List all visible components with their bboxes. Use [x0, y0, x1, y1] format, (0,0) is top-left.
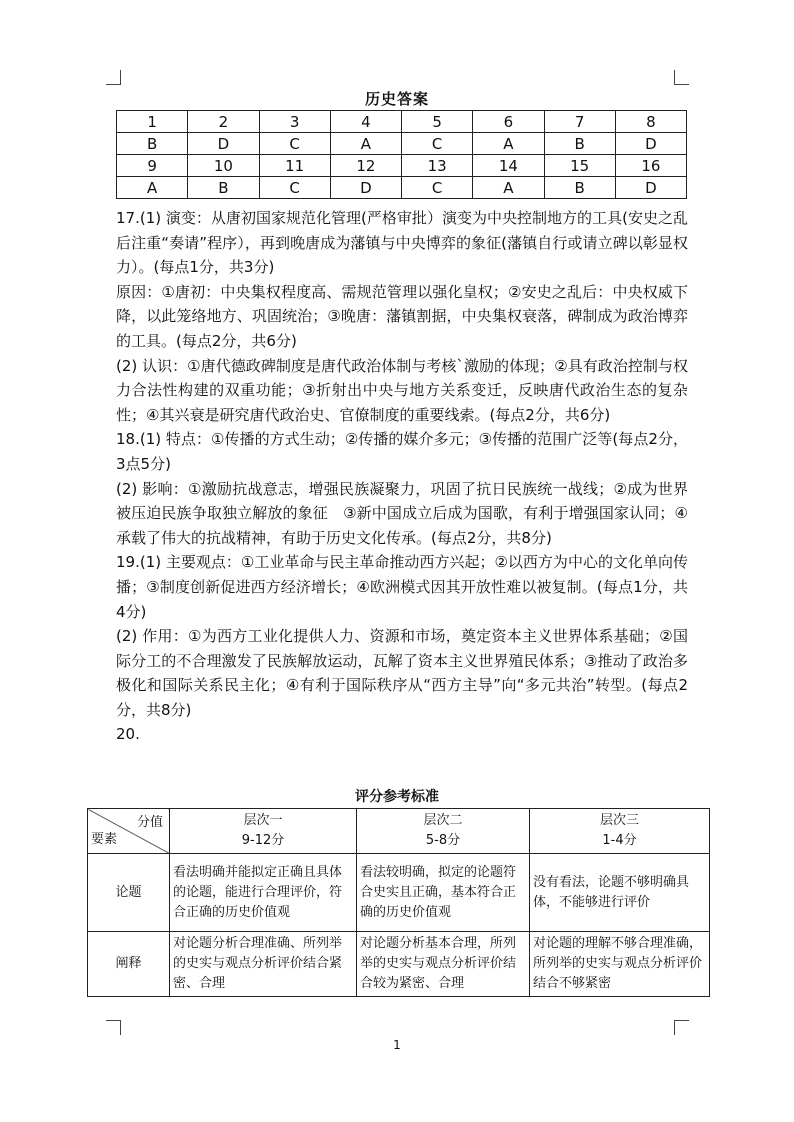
answer-letter: C [259, 133, 330, 155]
q18-part2: (2) 影响：①激励抗战意志，增强民族凝聚力，巩固了抗日民族统一战线；②成为世界被压迫民族争取独立解放的象征 ③新中国成立后成为国歌，有利于增强国家认同；④承载了伟大的抗战精神，有助于历史文化传承。(每点2分，共8分) [116, 479, 688, 547]
rubric-title: 评分参考标准 [355, 789, 439, 805]
answer-letter-row [117, 133, 687, 155]
rubric-corner-cell [88, 809, 170, 854]
question-number: 12 [330, 155, 401, 177]
q19-part1: 19.(1) 主要观点：①工业革命与民主革命推动西方兴起；②以西方为中心的文化单向传播；③制度创新促进西方经济增长；④欧洲模式因其开放性难以被复制。(每点1分，共4分) [116, 553, 688, 621]
answer-number-row [117, 155, 687, 177]
q19-part2: (2) 作用：①为西方工业化提供人力、资源和市场，奠定资本主义世界体系基础；②国际分工的不合理激发了民族解放运动，瓦解了资本主义世界殖民体系；③推动了政治多极化和国际关系民主化；④有利于国际秩序从“西方主导”向“多元共治”转型。(每点2分，共8分) [116, 627, 688, 719]
answer-number-row [117, 111, 687, 133]
rubric-cell: 看法明确并能拟定正确且具体的论题，能进行合理评价，符合正确的历史价值观 [170, 854, 357, 932]
rubric-cell: 没有看法，论题不够明确具体，不能够进行评价 [530, 854, 710, 932]
q20-label: 20. [116, 725, 140, 744]
q17-part2: (2) 认识：①唐代德政碑制度是唐代政治体制与考核`激励的体现；②具有政治控制与权力合法性构建的双重功能；③折射出中央与地方关系变迁，反映唐代政治生态的复杂性；④其兴衰是研究唐代政治史、官僚制度的重要线索。(每点2分，共6分) [116, 356, 688, 424]
rubric-table [87, 808, 710, 997]
answer-letter: B [544, 177, 615, 199]
question-number: 13 [402, 155, 473, 177]
answer-letter: C [402, 133, 473, 155]
question-number: 5 [402, 111, 473, 133]
answer-letter: A [473, 177, 544, 199]
corner-score-label: 分值 [136, 815, 163, 830]
level-score: 5-8分 [425, 833, 461, 848]
level-header [530, 809, 710, 854]
rubric-row [88, 932, 710, 997]
page-title: 历史答案 [364, 90, 429, 108]
question-number: 10 [188, 155, 259, 177]
answer-table [116, 110, 687, 199]
answer-letter: D [615, 177, 686, 199]
question-number: 1 [117, 111, 188, 133]
answer-letter: B [544, 133, 615, 155]
level-name: 层次三 [599, 813, 639, 828]
crop-mark-top-left [106, 70, 121, 85]
level-name: 层次二 [423, 813, 463, 828]
crop-mark-bottom-right [674, 1020, 689, 1035]
question-number: 14 [473, 155, 544, 177]
rubric-row [88, 854, 710, 932]
question-number: 15 [544, 155, 615, 177]
question-number: 4 [330, 111, 401, 133]
level-header [357, 809, 530, 854]
crop-mark-top-right [674, 70, 689, 85]
answer-letter: D [330, 177, 401, 199]
answer-letter: C [259, 177, 330, 199]
level-header [170, 809, 357, 854]
crop-mark-bottom-left [106, 1020, 121, 1035]
q17-part1: 17.(1) 演变：从唐初国家规范化管理(严格审批）演变为中央控制地方的工具(安史之乱后注重“奏请”程序），再到晚唐成为藩镇与中央博弈的象征(藩镇自行或请立碑以彰显权力）。(每点1分，共3分) [116, 209, 688, 277]
corner-element-label: 要素 [91, 832, 118, 847]
level-name: 层次一 [243, 813, 283, 828]
answer-letter: A [117, 177, 188, 199]
answer-letter: A [330, 133, 401, 155]
page-number: 1 [393, 1038, 401, 1052]
q18-part1: 18.(1) 特点：①传播的方式生动；②传播的媒介多元；③传播的范围广泛等(每点2分，3点5分) [116, 430, 688, 473]
question-number: 9 [117, 155, 188, 177]
question-number: 6 [473, 111, 544, 133]
q17-reasons: 原因：①唐初：中央集权程度高、需规范管理以强化皇权；②安史之乱后：中央权威下降，以此笼络地方、巩固统治；③晚唐：藩镇割据，中央集权衰落，碑制成为政治博弈的工具。(每点2分，共6分) [116, 282, 688, 350]
rubric-element: 阐释 [88, 932, 170, 997]
question-number: 2 [188, 111, 259, 133]
answer-letter-row [117, 177, 687, 199]
question-number: 16 [615, 155, 686, 177]
answer-letter: D [188, 133, 259, 155]
answer-body [116, 206, 688, 747]
rubric-element: 论题 [88, 854, 170, 932]
rubric-cell: 对论题的理解不够合理准确，所列举的史实与观点分析评价结合不够紧密 [530, 932, 710, 997]
rubric-cell: 对论题分析基本合理，所列举的史实与观点分析评价结合较为紧密、合理 [357, 932, 530, 997]
answer-letter: B [188, 177, 259, 199]
question-number: 7 [544, 111, 615, 133]
question-number: 11 [259, 155, 330, 177]
rubric-cell: 对论题分析合理准确、所列举的史实与观点分析评价结合紧密、合理 [170, 932, 357, 997]
rubric-header-row [88, 809, 710, 854]
answer-letter: C [402, 177, 473, 199]
level-score: 9-12分 [241, 833, 285, 848]
answer-letter: A [473, 133, 544, 155]
level-score: 1-4分 [602, 833, 637, 848]
rubric-cell: 看法较明确，拟定的论题符合史实且正确，基本符合正确的历史价值观 [357, 854, 530, 932]
answer-letter: D [615, 133, 686, 155]
question-number: 8 [615, 111, 686, 133]
answer-letter: B [117, 133, 188, 155]
question-number: 3 [259, 111, 330, 133]
